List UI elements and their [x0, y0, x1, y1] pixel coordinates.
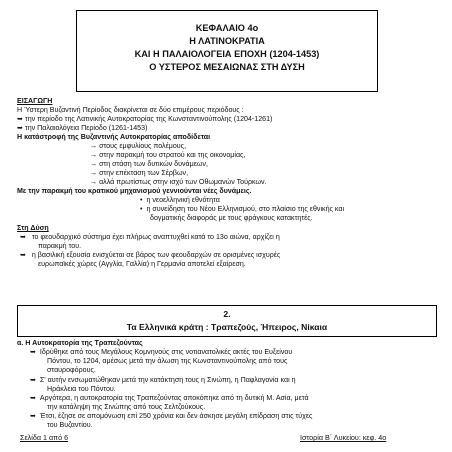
trebizond-line: Πόντου, το 1204, αμέσως μετά την άλωση της Κωνσταντινούπολης από τους: [47, 357, 288, 365]
cause-item: → στην παρακμή του στρατού και της οικονομίας,: [90, 151, 246, 159]
page-number: Σελίδα 1 από 6: [20, 433, 69, 442]
section-2-box: [17, 305, 437, 337]
trebizond-line: ➥ Αργότερα, η αυτοκρατορία της Τραπεζούντας αποκόπηκε από τη δυτική Μ. Ασία, μετά: [30, 394, 309, 402]
decline-heading: Η κατάστροφή της Βυζαντινής Αυτοκρατορίας αποδίδεται: [17, 133, 211, 141]
bullet-icon: •: [140, 196, 147, 204]
cause-item: → στους εμφυλίους πολέμους,: [90, 142, 187, 150]
intro-paragraph: Η Ύστερη Βυζαντινή Περίοδος διακρίνεται σε δύο επιμέρους περιόδους :: [17, 106, 244, 114]
west-item-2: ➥ η βασιλική εξουσία ενισχύεται σε βάρος των φεουδαρχών σε ορισμένες ισχυρές: [20, 251, 281, 259]
arrow-bullet-icon: ➥: [30, 376, 40, 384]
arrow-icon: →: [90, 169, 100, 177]
cause-item: → στην επέκταση των Σέρβων,: [90, 169, 189, 177]
trebizond-heading: α. Η Αυτοκρατορία της Τραπεζούντας: [17, 339, 143, 347]
intro-heading: ΕΙΣΑΓΩΓΗ: [17, 97, 53, 105]
force-item-continued: δογματικής διαφοράς με τους φράγκους κατακτητές.: [150, 214, 313, 222]
west-item-1: ➥ το φεουδαρχικό σύστημα έχει πλήρως αναπτυχθεί κατά το 13ο αιώνα, αρχίζει η: [20, 233, 280, 241]
west-heading: Στη Δύση: [17, 224, 49, 232]
bullet-icon: •: [140, 205, 147, 213]
arrow-bullet-icon: ➥: [17, 124, 25, 132]
arrow-bullet-icon: ➥: [20, 251, 32, 259]
trebizond-line: ➥ Σ' αυτήν ενσωματώθηκαν μετά την κατάκτηση τους η Σινώπη, η Παφλαγονία και η: [30, 376, 296, 384]
trebizond-line: ➥ Έτσι, έζησε σε απομόνωση επί 250 χρόνια και δεν άσκησε μεγάλη επίδραση στις τύχες: [30, 412, 313, 420]
arrow-icon: →: [90, 178, 100, 186]
period-item-1: ➥ την περίοδο της Λατινικής Αυτοκρατορίας της Κωνσταντινούπολης (1204-1261): [17, 115, 273, 123]
cause-item: → στη στάση των δυτικών δυνάμεων,: [90, 160, 208, 168]
force-item: • η νεοελληνική εθνότητα: [140, 196, 220, 204]
chapter-subtitle-2: Ο ΥΣΤΕΡΟΣ ΜΕΣΑΙΩΝΑΣ ΣΤΗ ΔΥΣΗ: [149, 62, 305, 72]
period-item-2: ➥ την Παλαιολόγεια Περίοδο (1261-1453): [17, 124, 148, 132]
trebizond-line: του Βυζαντίου.: [47, 421, 93, 429]
trebizond-line: σταυροφόρους.: [47, 366, 96, 374]
mechanism-heading: Με την παρακμή του κρατικού μηχανισμού γεννιούνται νέες δυνάμεις.: [17, 187, 252, 195]
arrow-bullet-icon: ➥: [17, 115, 25, 123]
arrow-bullet-icon: ➥: [30, 394, 40, 402]
arrow-bullet-icon: ➥: [20, 233, 32, 241]
chapter-title-box: [76, 10, 378, 92]
cause-item: → αλλά πρωτίστως στην ισχύ των Οθωμανών Τούρκων.: [90, 178, 267, 186]
trebizond-line: ➥ Ιδρύθηκε από τους Μεγάλους Κομνηνούς στις νοτιανατολικές ακτές του Ευξείνου: [30, 348, 293, 356]
arrow-bullet-icon: ➥: [30, 348, 40, 356]
arrow-icon: →: [90, 160, 100, 168]
chapter-number: ΚΕΦΑΛΑΙΟ 4ο: [195, 23, 259, 33]
trebizond-line: την κατάληψη της Σινώπης από τους Σελτζούκους.: [47, 403, 206, 411]
chapter-subtitle: ΚΑΙ Η ΠΑΛΑΙΟΛΟΓΕΙΑ ΕΠΟΧΗ (1204-1453): [134, 49, 320, 59]
west-item-1-continued: παρακμή του.: [38, 242, 82, 250]
arrow-bullet-icon: ➥: [30, 412, 40, 420]
force-item: • η συνείδηση του Νέου Ελληνισμού, στο πλαίσιο της εθνικής και: [140, 205, 345, 213]
west-item-2-continued: ευρωπαϊκές χώρες (Αγγλία, Γαλλία) η Γερμανία αποτελεί εξαίρεση.: [38, 260, 246, 268]
footer-course: Ιστορία Β΄ Λυκείου: κεφ. 4ο: [300, 433, 387, 442]
arrow-icon: →: [90, 142, 100, 150]
section-title: Τα Ελληνικά κράτη : Τραπεζούς, Ήπειρος, Νίκαια: [126, 322, 328, 332]
trebizond-line: Ηράκλεια του Πόντου.: [47, 385, 116, 393]
chapter-title: Η ΛΑΤΙΝΟΚΡΑΤΙΑ: [189, 36, 265, 46]
arrow-icon: →: [90, 151, 100, 159]
section-number: 2.: [223, 309, 231, 319]
